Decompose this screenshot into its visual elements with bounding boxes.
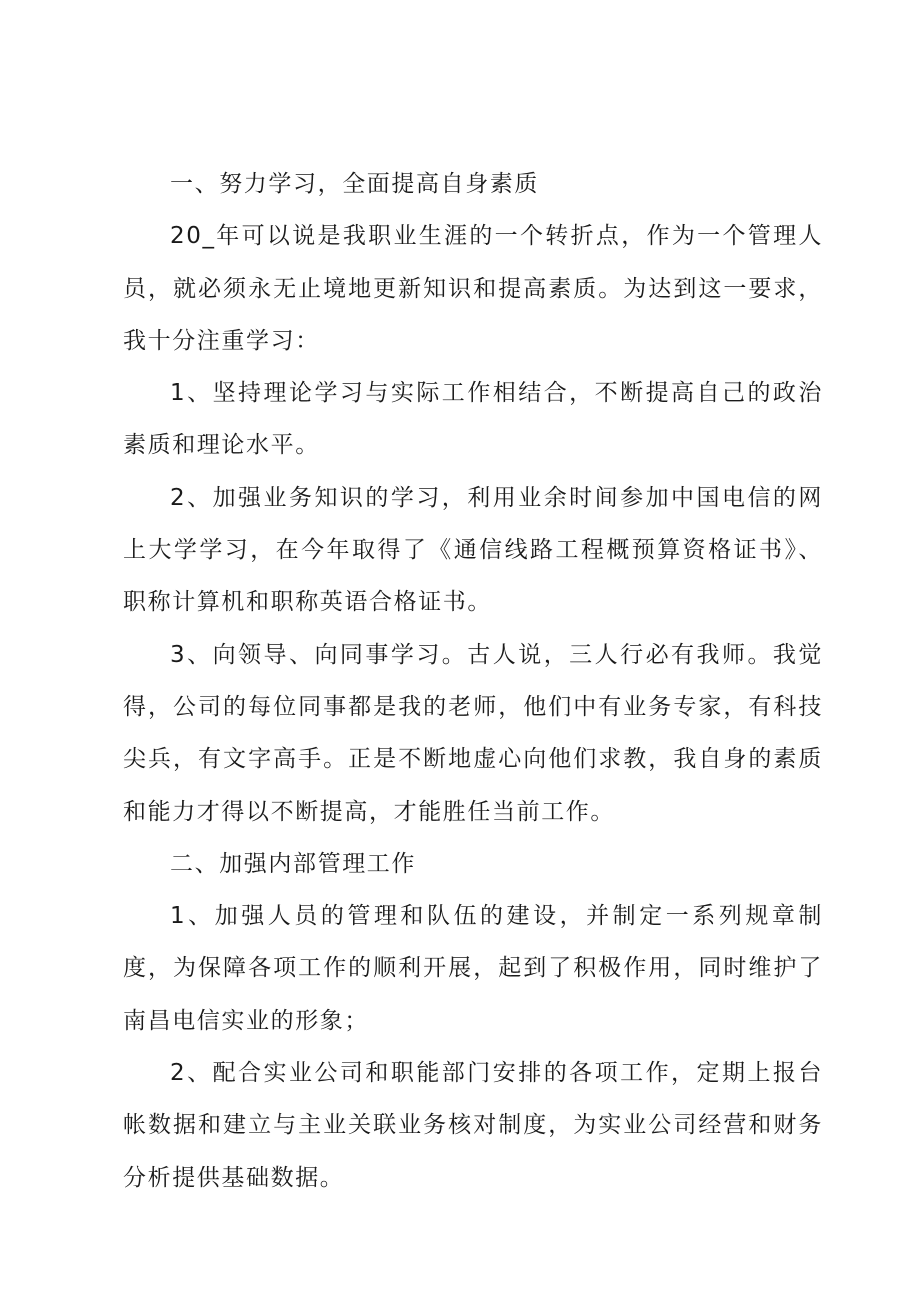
list-item-business-knowledge: 2、加强业务知识的学习，利用业余时间参加中国电信的网上大学学习，在今年取得了《通信线路工程概预算资格证书》、职称计算机和职称英语合格证书。 bbox=[123, 484, 823, 616]
paragraph-intro: 20_年可以说是我职业生涯的一个转折点，作为一个管理人员，就必须永无止境地更新知识和提高素质。为达到这一要求，我十分注重学习： bbox=[123, 223, 823, 354]
section-heading-study: 一、努力学习，全面提高自身素质 bbox=[170, 171, 539, 197]
list-item-learn-from-colleagues: 3、向领导、向同事学习。古人说，三人行必有我师。我觉得，公司的每位同事都是我的老师，他们中有业务专家，有科技尖兵，有文字高手。正是不断地虚心向他们求教，我自身的素质和能力才得以不断提高，才能胜任当前工作。 bbox=[123, 641, 823, 825]
list-item-personnel: 1、加强人员的管理和队伍的建设，并制定一系列规章制度，为保障各项工作的顺利开展，起到了积极作用，同时维护了南昌电信实业的形象； bbox=[123, 903, 823, 1034]
list-item-coordination: 2、配合实业公司和职能部门安排的各项工作，定期上报台帐数据和建立与主业关联业务核对制度，为实业公司经营和财务分析提供基础数据。 bbox=[123, 1060, 823, 1191]
document-page bbox=[123, 158, 823, 1204]
section-heading-management: 二、加强内部管理工作 bbox=[170, 850, 416, 877]
list-item-theory: 1、坚持理论学习与实际工作相结合，不断提高自己的政治素质和理论水平。 bbox=[123, 380, 823, 459]
